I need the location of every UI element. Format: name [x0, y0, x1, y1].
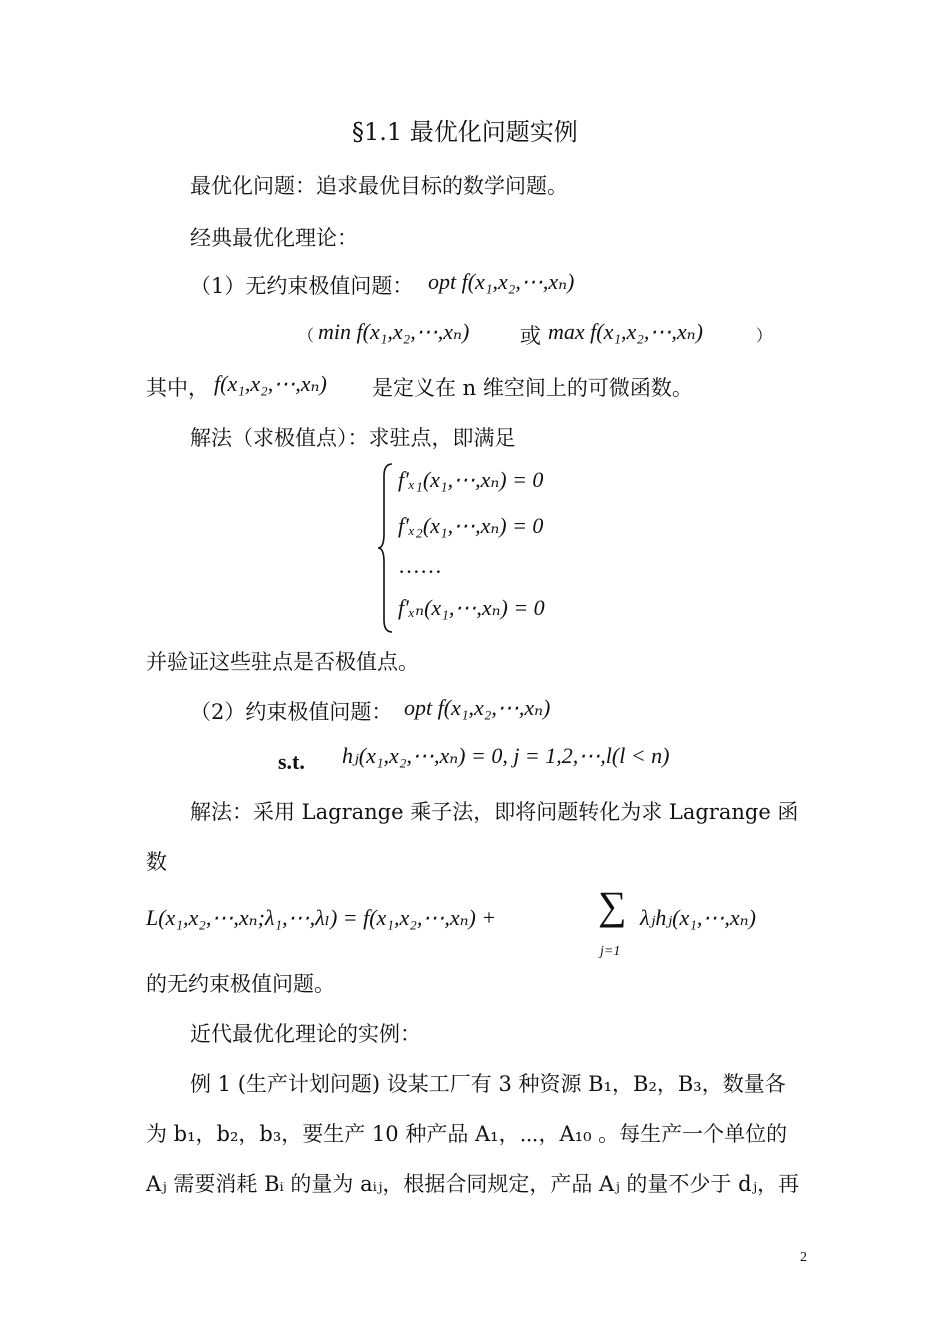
system-equation-2: f′ₓ₂(x₁,⋯,xₙ) = 0 [398, 513, 544, 538]
p3-suffix: 是定义在 n 维空间上的可微函数。 [372, 376, 693, 400]
paragraph-lagrange-line2: 数 [146, 850, 167, 874]
item1-min-formula: min f(x₁,x₂,⋯,xₙ) [318, 319, 470, 344]
paragraph-modern-examples: 近代最优化理论的实例： [190, 1022, 421, 1046]
page-title: §1.1 最优化问题实例 [352, 118, 578, 146]
item1-alt-close: ） [756, 326, 773, 345]
example1-line2: 为 b₁，b₂，b₃，要生产 10 种产品 A₁，⋯，A₁₀ 。每生产一个单位的 [146, 1122, 788, 1146]
paragraph-definition: 最优化问题：追求最优目标的数学问题。 [190, 174, 568, 198]
example1-line3: Aⱼ 需要消耗 Bᵢ 的量为 aᵢⱼ，根据合同规定，产品 Aⱼ 的量不少于 dⱼ，再 [146, 1172, 800, 1196]
system-ellipsis: …… [398, 553, 442, 578]
paragraph-classical-theory: 经典最优化理论： [190, 226, 358, 250]
item2-st: s.t. [278, 749, 305, 774]
system-equation-n: f′ₓₙ(x₁,⋯,xₙ) = 0 [398, 595, 545, 620]
p3-function: f(x₁,x₂,⋯,xₙ) [214, 371, 327, 396]
item2-constraint: hⱼ(x₁,x₂,⋯,xₙ) = 0, j = 1,2,⋯,l(l < n) [342, 743, 670, 768]
system-equation-1: f′ₓ₁(x₁,⋯,xₙ) = 0 [398, 467, 544, 492]
item2-label: （2）约束极值问题： [190, 700, 393, 724]
page-number: 2 [800, 1250, 807, 1265]
paragraph-unconstrained: 的无约束极值问题。 [146, 972, 335, 996]
item1-or: 或 [520, 324, 541, 348]
summation-lower-limit: j=1 [600, 944, 621, 959]
lagrange-rhs: λⱼhⱼ(x₁,⋯,xₙ) [640, 905, 756, 930]
item1-formula: opt f(x₁,x₂,⋯,xₙ) [428, 269, 575, 294]
item1-max-formula: max f(x₁,x₂,⋯,xₙ) [548, 319, 703, 344]
example1-line1: 例 1 (生产计划问题) 设某工厂有 3 种资源 B₁，B₂，B₃，数量各 [190, 1072, 786, 1096]
item1-alt-open: （ [298, 326, 315, 345]
paragraph-solution-method: 解法（求极值点）：求驻点，即满足 [190, 426, 516, 450]
summation-icon: ∑ [598, 883, 627, 928]
paragraph-lagrange-line1: 解法：采用 Lagrange 乘子法，即将问题转化为求 Lagrange 函 [190, 800, 799, 824]
paragraph-verify: 并验证这些驻点是否极值点。 [146, 650, 419, 674]
left-brace-icon [376, 462, 396, 634]
item1-label: （1）无约束极值问题： [190, 274, 414, 298]
lagrange-lhs: L(x₁,x₂,⋯,xₙ;λ₁,⋯,λₗ) = f(x₁,x₂,⋯,xₙ) + [146, 905, 497, 930]
p3-prefix: 其中， [146, 376, 209, 400]
item2-formula: opt f(x₁,x₂,⋯,xₙ) [404, 695, 551, 720]
